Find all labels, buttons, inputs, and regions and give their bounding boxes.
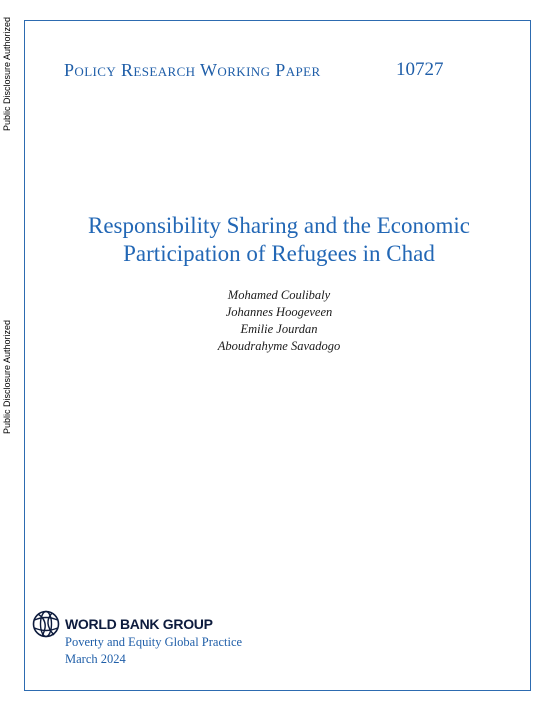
paper-number: 10727 — [396, 59, 444, 80]
author-name: Aboudrahyme Savadogo — [217, 339, 341, 353]
author-name: Emilie Jourdan — [240, 322, 318, 336]
world-bank-globe-icon — [32, 610, 60, 638]
disclosure-label-middle: Public Disclosure Authorized — [2, 319, 12, 435]
title-line-2: Participation of Refugees in Chad — [123, 241, 435, 266]
author-list — [40, 287, 518, 355]
global-practice: Poverty and Equity Global Practice — [65, 635, 243, 649]
world-bank-group-block — [32, 610, 292, 670]
paper-title — [40, 212, 518, 268]
author-name: Johannes Hoogeveen — [225, 305, 333, 319]
publication-date: March 2024 — [65, 652, 126, 666]
organization-name: WORLD BANK GROUP — [65, 616, 213, 632]
series-title: Policy Research Working Paper — [64, 60, 321, 80]
disclosure-label-top: Public Disclosure Authorized — [2, 16, 12, 132]
page-frame — [24, 20, 531, 691]
title-line-1: Responsibility Sharing and the Economic — [87, 213, 470, 238]
author-name: Mohamed Coulibaly — [227, 288, 331, 302]
